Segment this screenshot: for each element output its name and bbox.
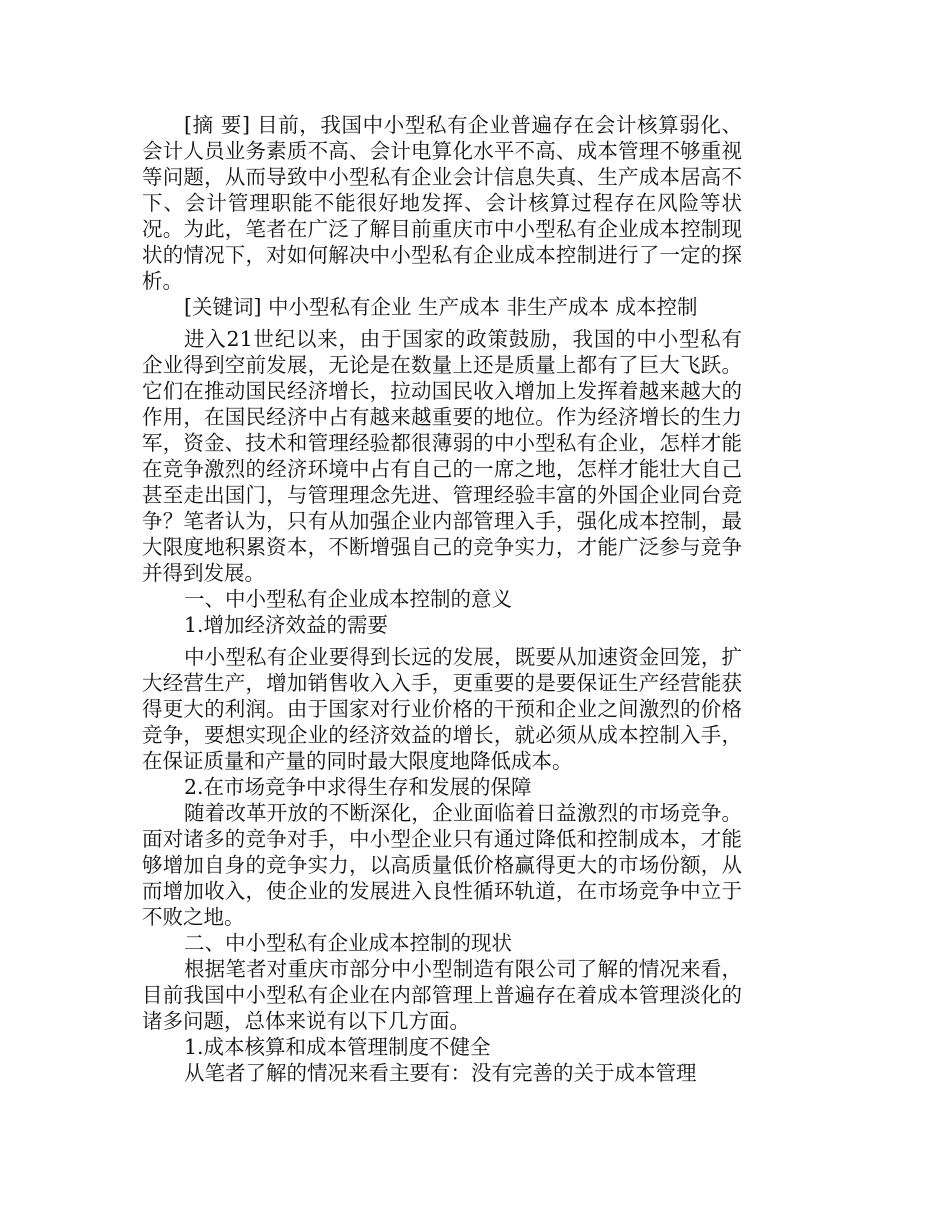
abstract-paragraph: [摘 要] 目前，我国中小型私有企业普遍存在会计核算弱化、会计人员业务素质不高、会计电算化水平不高、成本管理不够重视等问题，从而导致中小型私有企业会计信息失真、生产成本居高不下、会计管理职能不能很好地发挥、会计核算过程存在风险等状况。为此，笔者在广泛了解目前重庆市中小型私有企业成本控制现状的情况下，对如何解决中小型私有企业成本控制进行了一定的探析。 — [142, 113, 742, 293]
body-paragraph-2-1: 根据笔者对重庆市部分中小型制造有限公司了解的情况来看，目前我国中小型私有企业在内部管理上普遍存在着成本管理淡化的诸多问题，总体来说有以下几方面。 — [142, 957, 742, 1033]
subheading-1-2: 2.在市场竞争中求得生存和发展的保障 — [184, 775, 532, 799]
subheading-1-1: 1.增加经济效益的需要 — [184, 613, 389, 637]
section-heading-2: 二、中小型私有企业成本控制的现状 — [184, 931, 512, 955]
section-heading-1: 一、中小型私有企业成本控制的意义 — [184, 587, 512, 611]
document-body — [142, 112, 742, 1086]
body-paragraph-1-1: 中小型私有企业要得到长远的发展，既要从加速资金回笼，扩大经营生产，增加销售收入入手，更重要的是要保证生产经营能获得更大的利润。由于国家对行业价格的干预和企业之间激烈的价格竞争，要想实现企业的经济效益的增长，就必须从成本控制入手，在保证质量和产量的同时最大限度地降低成本。 — [142, 645, 742, 773]
body-paragraph-1-2: 随着改革开放的不断深化，企业面临着日益激烈的市场竞争。面对诸多的竞争对手，中小型企业只有通过降低和控制成本，才能够增加自身的竞争实力，以高质量低价格赢得更大的市场份额，从而增加收入，使企业的发展进入良性循环轨道，在市场竞争中立于不败之地。 — [142, 801, 742, 929]
keywords-paragraph: [关键词] 中小型私有企业 生产成本 非生产成本 成本控制 — [184, 295, 698, 319]
subheading-2-1: 1.成本核算和成本管理制度不健全 — [184, 1035, 491, 1059]
intro-paragraph: 进入21世纪以来，由于国家的政策鼓励，我国的中小型私有企业得到空前发展，无论是在数量上还是质量上都有了巨大飞跃。它们在推动国民经济增长，拉动国民收入增加上发挥着越来越大的作用，在国民经济中占有越来越重要的地位。作为经济增长的生力军，资金、技术和管理经验都很薄弱的中小型私有企业，怎样才能在竞争激烈的经济环境中占有自己的一席之地，怎样才能壮大自己甚至走出国门，与管理理念先进、管理经验丰富的外国企业同台竞争？笔者认为，只有从加强企业内部管理入手，强化成本控制，最大限度地积累资本，不断增强自己的竞争实力，才能广泛参与竞争并得到发展。 — [142, 327, 742, 585]
body-paragraph-2-2: 从笔者了解的情况来看主要有：没有完善的关于成本管理 — [184, 1061, 697, 1085]
